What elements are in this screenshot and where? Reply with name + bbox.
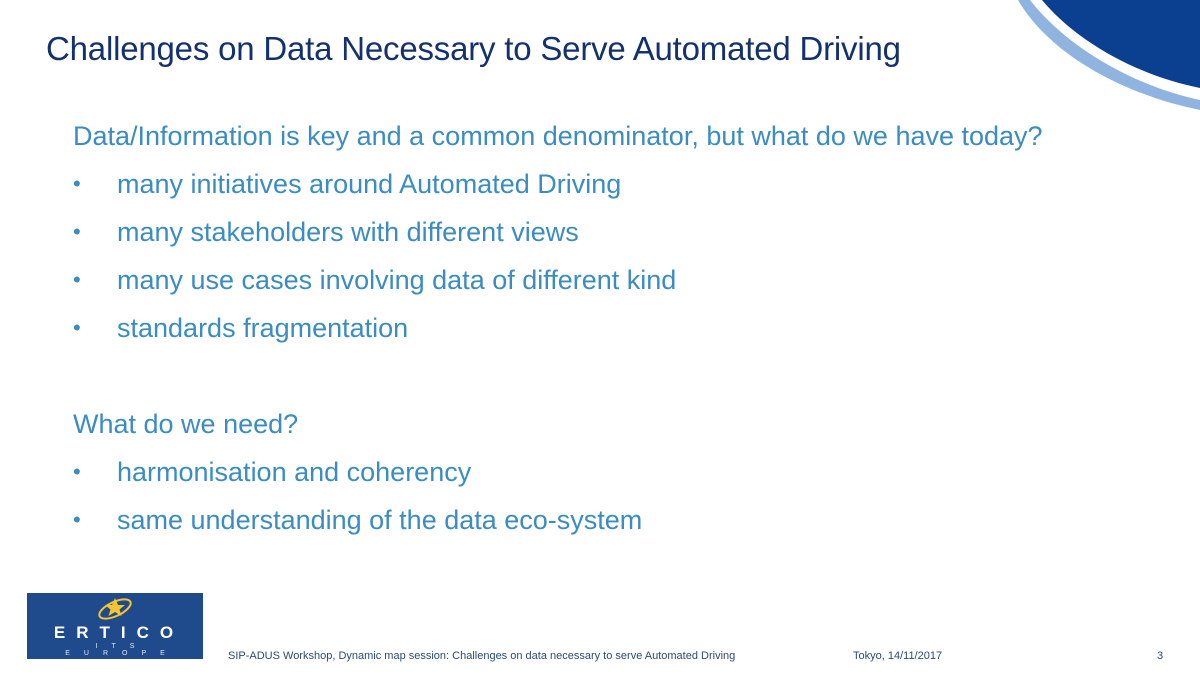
bullet-icon: •	[73, 267, 81, 292]
bullet-text: many initiatives around Automated Driving	[117, 169, 622, 199]
bullet-item	[73, 256, 1043, 304]
spacer	[73, 352, 1043, 400]
bullet-icon: •	[73, 315, 81, 340]
bullet-icon: •	[73, 171, 81, 196]
bullet-item	[73, 448, 1043, 496]
slide-title: Challenges on Data Necessary to Serve Automated Driving	[46, 30, 901, 67]
question-text: What do we need?	[73, 409, 299, 439]
bullet-item	[73, 496, 1043, 544]
logo-subtitle: ITS EUROPE	[65, 643, 179, 657]
bullet-item	[73, 304, 1043, 352]
ertico-logo	[27, 593, 203, 659]
bullet-text: standards fragmentation	[117, 313, 409, 343]
bullet-icon: •	[73, 219, 81, 244]
bullet-text: many stakeholders with different views	[117, 217, 579, 247]
intro-text: Data/Information is key and a common denominator, but what do we have today?	[73, 121, 1043, 151]
page-number: 3	[1157, 650, 1164, 662]
bullet-text: many use cases involving data of different kind	[117, 265, 677, 295]
corner-swoosh-decoration	[1010, 0, 1200, 110]
footer-event: SIP-ADUS Workshop, Dynamic map session: Challenges on data necessary to serve Automated Driving	[228, 650, 736, 662]
slide-content	[73, 112, 1043, 544]
bullet-text: harmonisation and coherency	[117, 457, 472, 487]
bullet-item	[73, 208, 1043, 256]
logo-wordmark: ERTICO	[53, 623, 185, 642]
footer-date: Tokyo, 14/11/2017	[853, 650, 943, 662]
bullet-icon: •	[73, 459, 81, 484]
bullet-text: same understanding of the data eco-system	[117, 505, 643, 535]
bullet-icon: •	[73, 507, 81, 532]
bullet-item	[73, 160, 1043, 208]
